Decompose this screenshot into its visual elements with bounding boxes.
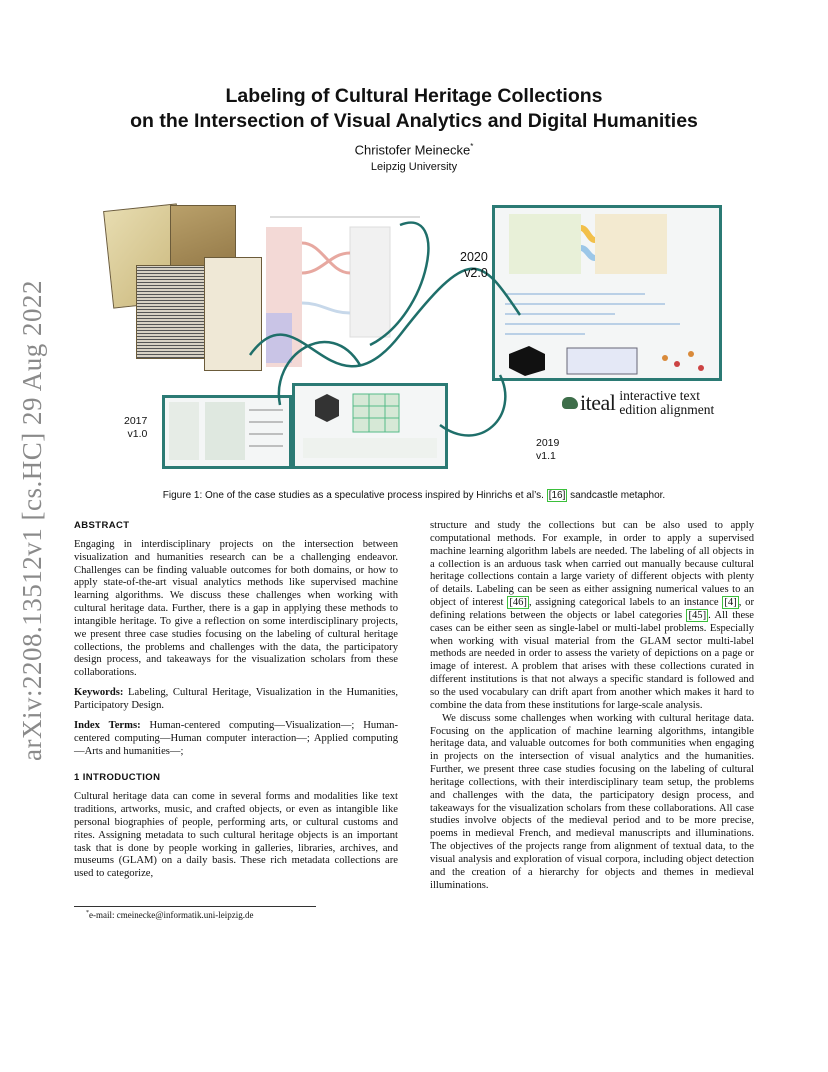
index-terms: Index Terms: Human-centered computing—Visualization—; Human-centered computing—Human computer interaction—; Applied computing—Arts and humanities—;	[74, 719, 398, 757]
citation-link-4[interactable]: [4]	[724, 597, 737, 609]
iteal-wordmark: iteal	[580, 390, 616, 415]
left-column	[74, 520, 398, 881]
iteal-logo	[562, 389, 714, 417]
author-name: Christofer Meinecke*	[354, 142, 474, 158]
citation-link-46[interactable]: [46]	[509, 597, 527, 609]
footnote-rule	[74, 906, 316, 907]
abstract-text: Engaging in interdisciplinary projects on the intersection between visualization and humanities research can be a challenging endeavor. Challenges can be finding valuable outcomes for both domains, or how to apply state-of-the-art visual analytics methods like supervised machine learning algorithms. We discuss these challenges when working with cultural heritage data. Further, there is a gap in applying these methods to intangible heritage. To give a reflection on some interdisciplinary projects, we present three case studies focusing on the labeling of cultural heritage collections, the problems and challenges with the data, the participatory design process, and takeaways for the visualization scholars from these collaborations.	[74, 538, 398, 679]
figure-caption: Figure 1: One of the case studies as a speculative process inspired by Hinrichs et al’s. [16] sandcastle metaphor.	[162, 490, 666, 501]
version-label-2019: 2019 v1.1	[536, 437, 560, 462]
affiliation: Leipzig University	[370, 161, 458, 173]
arxiv-identifier: arXiv:2208.13512v1 [cs.HC] 29 Aug 2022	[16, 279, 47, 761]
abstract-heading: ABSTRACT	[74, 520, 130, 531]
title-line-2: on the Intersection of Visual Analytics and Digital Humanities	[130, 110, 698, 132]
process-curves	[100, 195, 730, 470]
version-label-2017: 2017 v1.0	[124, 415, 148, 440]
introduction-heading: 1 INTRODUCTION	[74, 772, 161, 784]
duck-icon	[562, 397, 578, 409]
teaser-figure	[100, 195, 730, 470]
introduction-left-text: Cultural heritage data can come in several forms and modalities like text traditions, artworks, music, and crafted objects, or even as intangible like personal biographies of people, performing arts, or cultural customs and rites. Assigning metadata to such cultural heritage objects is an important task that is done by people working in galleries, libraries, archives, and museums (GLAM) on a daily basis. These rich metadata collections are used to categorize,	[74, 791, 398, 880]
iteal-tagline: interactive text edition alignment	[619, 388, 715, 417]
title-line-1: Labeling of Cultural Heritage Collections	[225, 85, 603, 107]
keywords: Keywords: Labeling, Cultural Heritage, Visualization in the Humanities, Participatory Design.	[74, 687, 398, 711]
version-label-2020: 2020 v2.0	[460, 250, 488, 280]
citation-link-16[interactable]: [16]	[548, 490, 566, 501]
citation-link-45[interactable]: [45]	[688, 609, 707, 621]
introduction-right-p1: structure and study the collections but can be also used to apply computational methods. For example, in order to apply a supervised machine learning algorithm labels are needed. The labeling of all objects in a collection is an arduous task when carried out manually because cultural heritage collections contain a large variety of different objects with plenty of details. Labeling can be seen as either assigning numerical values to an object of interest [46] , assigning categorical labels to an instance [4] , or defining relations between the objects or label categories [45] . All these cases can be either seen as single-label or multi-label problems. Especially when working with visual material from the GLAM sector multi-label methods are needed in order to assess the variety of depictions on a page or image of interest. A problem that arises with these collections curated in different institutions is that not always a specific standard is followed and so the used vocabulary can drift apart from another which makes it hard to combine the data from these institutions for large-scale analysis.	[430, 520, 755, 711]
introduction-right-p2: We discuss some challenges when working with cultural heritage data. Focusing on the application of machine learning algorithms, intangible heritage data, and valuable outcomes for both communities when engaging in projects on the intersection of visual analytics and the humanities. Further, we present three case studies focusing on the labeling of cultural heritage collections, with their interdisciplinary team setup, the problems and challenges with the data, the participatory design process, and takeaways for the visualization scholars from these collaborations. All case studies involve objects of the medieval period and to be more precise, poems in medieval French, and medieval manuscripts and illuminations. The objectives of the projects range from alignment of textual data, to the visual analysis and exploration of visual corpora, including object detection and the creation of a hierarchy for objects and themes in medieval illuminations.	[430, 712, 754, 891]
paper-title	[74, 84, 754, 134]
right-column	[430, 520, 754, 892]
footnote: *e-mail: cmeinecke@informatik.uni-leipzig.de	[86, 910, 254, 920]
